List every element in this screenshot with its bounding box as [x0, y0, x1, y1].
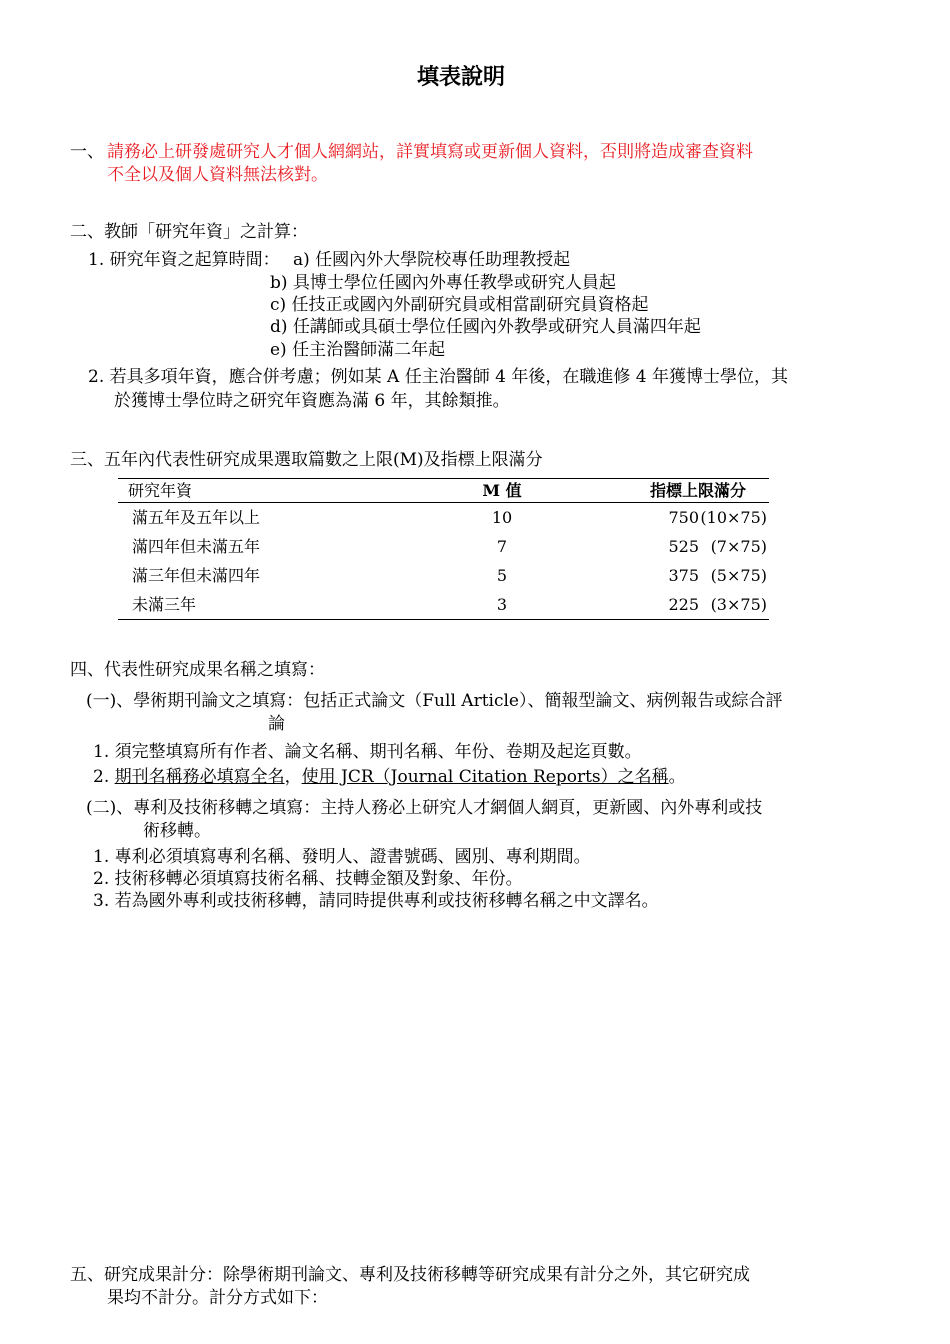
row-formula: (7×75)	[710, 537, 767, 556]
section2-item2-line2: 於獲博士學位時之研究年資應為滿 6 年，其餘類推。	[114, 391, 510, 411]
header-max-score: 指標上限滿分	[627, 479, 769, 503]
table-header-row	[118, 479, 769, 503]
item-number: 2.	[93, 767, 115, 787]
section3-heading: 三、五年內代表性研究成果選取篇數之上限(M)及指標上限滿分	[70, 450, 543, 470]
section4-sub1-item2	[93, 766, 686, 789]
section4-sub1-line1: (一)、學術期刊論文之填寫：包括正式論文（Full Article）、簡報型論文、病例報告或綜合評	[86, 691, 783, 711]
row-years: 滿三年但未滿四年	[132, 566, 261, 585]
section1-prefix: 一、	[70, 142, 104, 162]
section2-heading: 二、教師「研究年資」之計算：	[70, 222, 308, 242]
section2-option-d: d) 任講師或具碩士學位任國內外教學或研究人員滿四年起	[270, 317, 701, 337]
section4-sub2-item1: 1. 專利必須填寫專利名稱、發明人、證書號碼、國別、專利期間。	[93, 847, 591, 867]
table-row	[118, 561, 769, 590]
section5-line1: 五、研究成果計分：除學術期刊論文、專利及技術移轉等研究成果有計分之外，其它研究成	[70, 1265, 750, 1285]
section4-heading: 四、代表性研究成果名稱之填寫：	[70, 660, 325, 680]
section4-sub2-line2: 術移轉。	[143, 821, 211, 841]
section2-option-a: a) 任國內外大學院校專任助理教授起	[293, 250, 571, 270]
row-score: 525	[668, 537, 699, 556]
row-formula: (10×75)	[700, 508, 767, 527]
section1-warning-line2: 不全以及個人資料無法核對。	[107, 165, 328, 185]
row-formula: (5×75)	[710, 566, 767, 585]
section1-warning-line1: 請務必上研發處研究人才個人網網站，詳實填寫或更新個人資料，否則將造成審查資料	[107, 142, 753, 162]
separator: ，	[284, 767, 302, 787]
section2-option-e: e) 任主治醫師滿二年起	[270, 340, 446, 360]
section2-item2-line1: 2. 若具多項年資，應合併考慮；例如某 A 任主治醫師 4 年後，在職進修 4 年獲博士學位，其	[88, 367, 788, 387]
journal-fullname-note: 期刊名稱務必填寫全名	[114, 767, 285, 787]
section2-option-c: c) 任技正或國內外副研究員或相當副研究員資格起	[270, 295, 649, 315]
table-row	[118, 503, 769, 533]
table-row	[118, 590, 769, 620]
section4-sub1-item1: 1. 須完整填寫所有作者、論文名稱、期刊名稱、年份、卷期及起迄頁數。	[93, 742, 642, 762]
section4-sub1-line2: 論	[268, 714, 285, 734]
section4-sub2-item3: 3. 若為國外專利或技術移轉，請同時提供專利或技術移轉名稱之中文譯名。	[93, 891, 659, 911]
row-m-value: 7	[496, 537, 508, 556]
table-row	[118, 532, 769, 561]
row-score: 375	[668, 566, 699, 585]
row-m-value: 3	[377, 590, 627, 620]
row-formula: (3×75)	[710, 595, 767, 614]
row-years: 滿五年及五年以上	[132, 508, 261, 527]
page-title: 填表說明	[416, 64, 505, 90]
score-limit-table	[118, 478, 769, 620]
section5-line2: 果均不計分。計分方式如下：	[107, 1288, 328, 1308]
header-research-years: 研究年資	[118, 479, 377, 503]
row-score: 225	[668, 595, 699, 614]
row-years: 滿四年但未滿五年	[132, 537, 261, 556]
section4-sub2-item2: 2. 技術移轉必須填寫技術名稱、技轉金額及對象、年份。	[93, 869, 523, 889]
row-score: 750	[668, 508, 699, 527]
header-m-value: M 值	[377, 479, 627, 503]
row-m-value: 10	[491, 508, 513, 527]
row-years: 未滿三年	[118, 590, 377, 620]
section2-option-b: b) 具博士學位任國內外專任教學或研究人員起	[270, 273, 616, 293]
jcr-name-note: 使用 JCR（Journal Citation Reports）之名稱	[301, 767, 669, 787]
period: 。	[668, 767, 686, 787]
section2-item1-label: 1. 研究年資之起算時間：	[88, 250, 280, 270]
row-m-value: 5	[496, 566, 508, 585]
section4-sub2-line1: (二)、專利及技術移轉之填寫：主持人務必上研究人才網個人網頁，更新國、內外專利或技	[86, 798, 763, 818]
